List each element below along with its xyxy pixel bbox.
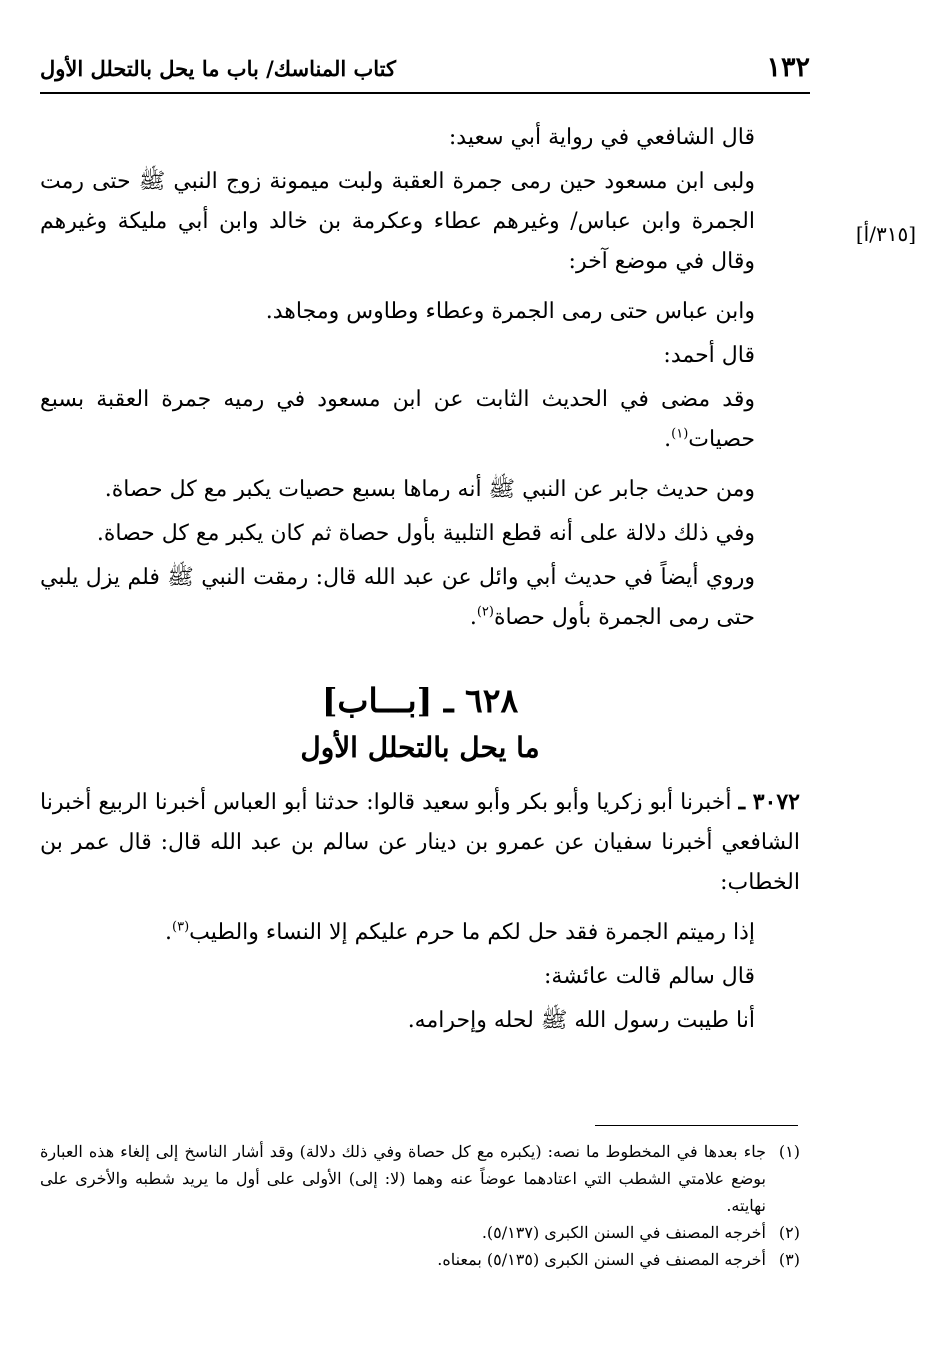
- quote-text: إذا رميتم الجمرة فقد حل لكم ما حرم عليكم إلا النساء والطيب: [189, 920, 755, 945]
- paragraph-text: وقد مضى في الحديث الثابت عن ابن مسعود في رميه جمرة العقبة بسبع حصيات: [40, 387, 755, 452]
- paragraph-ahmad-intro: قال أحمد:: [663, 343, 755, 368]
- paragraph-text: وروي أيضاً في حديث أبي وائل عن عبد الله قال: رمقت النبي ﷺ فلم يزل يلبي حتى رمى الجمرة بأول حصاة: [40, 565, 755, 630]
- section-heading: ٦٢٨ ـ [بـــاب]: [321, 681, 519, 720]
- hadith-number: ٣٠٧٢ ـ: [738, 789, 800, 815]
- footnote-text: أخرجه المصنف في السنن الكبرى (٥/١٣٥) بمعناه.: [437, 1250, 766, 1269]
- footnote-marker-3: (٣): [172, 919, 190, 935]
- footnote-3: [40, 1246, 800, 1273]
- footnote-separator: [595, 1125, 798, 1126]
- paragraph-ibn-masud-hadith: [40, 380, 800, 460]
- footnote-1: [40, 1138, 800, 1219]
- footnote-2: [40, 1219, 800, 1246]
- hadith-3072: [40, 782, 800, 903]
- footnote-marker-1: (١): [671, 426, 689, 442]
- paragraph-talbiya-narrations: ولبى ابن مسعود حين رمى جمرة العقبة ولبت ميمونة زوج النبي ﷺ حتى رمت الجمرة وابن عباس/ وغيرهم عطاء وعكرمة بن خالد وابن أبي مليكة وغيرهم وقال في موضع آخر:: [40, 169, 755, 274]
- main-text: [40, 118, 800, 1045]
- paragraph-end: .: [664, 427, 672, 452]
- hadith-quote-aisha: أنا طيبت رسول الله ﷺ لحله وإحرامه.: [407, 1008, 755, 1033]
- paragraph-end: .: [469, 605, 477, 630]
- hadith-isnad: أخبرنا أبو زكريا وأبو بكر وأبو سعيد قالوا: حدثنا أبو العباس أخبرنا الربيع أخبرنا الشافعي أخبرنا سفيان عن عمرو بن دينار عن سالم بن عبد الله قال: قال عمر بن الخطاب:: [40, 790, 800, 895]
- running-title: كتاب المناسك/ باب ما يحل بالتحلل الأول: [40, 56, 397, 81]
- footnote-number: (٢): [778, 1223, 800, 1242]
- paragraph-jabir-hadith: ومن حديث جابر عن النبي ﷺ أنه رماها بسبع حصيات يكبر مع كل حصاة.: [104, 477, 755, 502]
- footnote-text: أخرجه المصنف في السنن الكبرى (٥/١٣٧).: [481, 1223, 766, 1242]
- paragraph-inference: وفي ذلك دلالة على أنه قطع التلبية بأول حصاة ثم كان يكبر مع كل حصاة.: [96, 521, 755, 546]
- page-header: [40, 48, 810, 94]
- paragraph-abu-wail-hadith: [40, 558, 800, 638]
- paragraph-shafii-intro: قال الشافعي في رواية أبي سعيد:: [448, 125, 755, 150]
- footnote-number: (٣): [778, 1250, 800, 1269]
- footnote-marker-2: (٢): [476, 604, 494, 620]
- footnotes: [40, 1138, 800, 1273]
- hadith-quote-umar: [40, 913, 800, 953]
- quote-end: .: [165, 920, 173, 945]
- footnote-number: (١): [778, 1142, 800, 1161]
- paragraph-ibn-abbas: وابن عباس حتى رمى الجمرة وعطاء وطاوس ومجاهد.: [265, 299, 755, 324]
- section-subheading: ما يحل بالتحلل الأول: [300, 731, 540, 764]
- footnote-text: جاء بعدها في المخطوط ما نصه: (يكبره مع كل حصاة وفي ذلك دلالة) وقد أشار الناسخ إلى إلغاء هذه العبارة بوضع علامتي الشطب التي اعتادهما عوضاً عنه وهما (لا: إلى) الأولى على أول ما يريد شطبه والأخرى على نهايته.: [40, 1142, 767, 1215]
- hadith-salim-line: قال سالم قالت عائشة:: [544, 964, 755, 989]
- manuscript-folio-ref: [٣١٥/أ]: [855, 222, 916, 246]
- page-number: ١٣٢: [766, 52, 810, 83]
